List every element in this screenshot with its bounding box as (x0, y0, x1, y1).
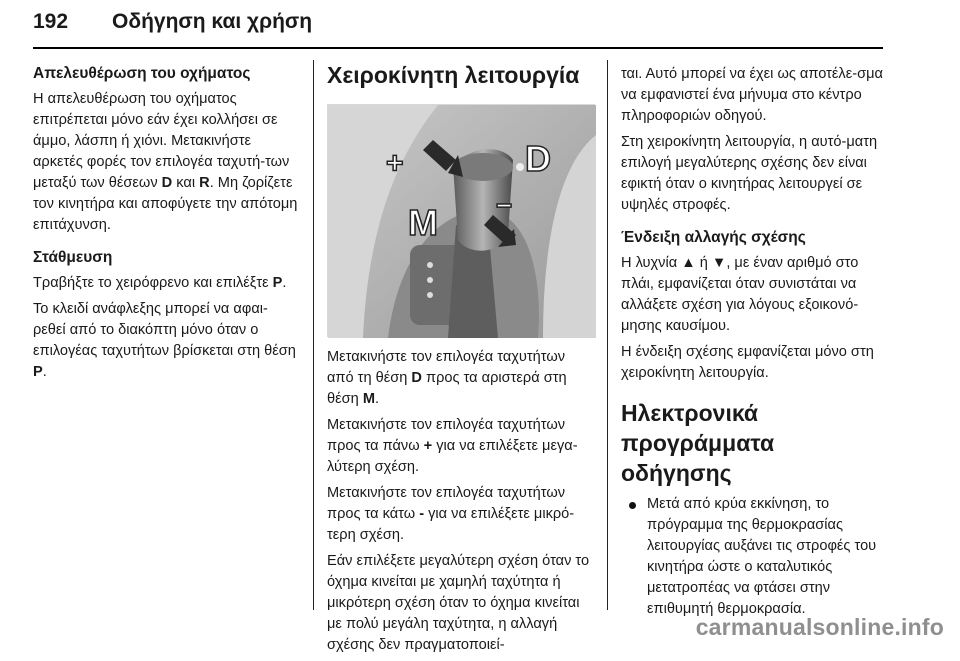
header-rule (33, 47, 883, 49)
paragraph-continuation: ται. Αυτό μπορεί να έχει ως αποτέλε-σμα να εμφανιστεί ένα μήνυμα στο κέντρο πληροφοριών οδηγού. (621, 66, 883, 124)
paragraph-upshift: Μετακινήστε τον επιλογέα ταχυτήτων προς τα πάνω + για να επιλέξετε μεγα-λύτερη σχέση. (327, 417, 578, 475)
heading-electronic-programs: Ηλεκτρονικά προγράμματα οδήγησης (621, 400, 775, 486)
paragraph-parking: Τραβήξτε το χειρόφρενο και επιλέξτε P. (33, 275, 287, 291)
column-divider-left (313, 60, 314, 610)
page-header (33, 10, 895, 44)
gear-selector-illustration (328, 105, 596, 338)
paragraph-vehicle-release: Η απελευθέρωση του οχήματος επιτρέπεται μόνο εάν έχει κολλήσει σε άμμο, λάσπη ή χιόνι. Μετακινήστε αρκετές φορές τον επιλογέα ταχυτή-των μεταξύ των θέσεων D και R. Μη ζορίζετε τον κινητήρα και αποφύγετε την απότομη επιτάχυνση. (33, 91, 298, 233)
paragraph-no-auto-upshift: Στη χειροκίνητη λειτουργία, η αυτό-ματη επιλογή μεγαλύτερης σχέσης δεν είναι εφικτή όταν ο κινητήρας λειτουργεί σε υψηλές στροφές. (621, 134, 878, 213)
paragraph-ignition-key: Το κλειδί ανάφλεξης μπορεί να αφαι-ρεθεί από το διακόπτη μόνο όταν ο επιλογέας ταχυτήτων βρίσκεται στη θέση P. (33, 301, 296, 380)
column-3 (621, 64, 891, 620)
running-title: Οδήγηση και χρήση (112, 10, 313, 33)
paragraph-downshift: Μετακινήστε τον επιλογέα ταχυτήτων προς τα κάτω - για να επιλέξετε μικρό-τερη σχέση. (327, 485, 575, 543)
paragraph-indicator-manual-only: Η ένδειξη σχέσης εμφανίζεται μόνο στη χειροκίνητη λειτουργία. (621, 344, 874, 381)
heading-vehicle-release: Απελευθέρωση του οχήματος (33, 65, 251, 82)
page-number: 192 (33, 10, 69, 33)
svg-text:+: + (386, 147, 404, 180)
svg-text:D: D (525, 138, 551, 179)
label-m (408, 202, 438, 243)
bullet-dot-icon (629, 502, 636, 509)
paragraph-shift-not-performed: Εάν επιλέξετε μεγαλύτερη σχέση όταν το όχημα κινείται με χαμηλή ταχύτητα ή μικρότερη σχέση όταν το όχημα κινείται με πολύ μεγάλη ταχύτητα, η αλλαγή σχέσης δεν πραγματοποιεί- (327, 553, 590, 653)
paragraph-indicator-lamp: Η λυχνία ▲ ή ▼, με έναν αριθμό στο πλάι, εμφανίζεται όταν συνιστάται να αλλάξετε σχέση για λόγους εξοικονό-μησης καυσίμου. (621, 255, 859, 334)
gear-selector-figure (327, 104, 595, 337)
heading-manual-mode: Χειροκίνητη λειτουργία (327, 62, 580, 88)
column-1 (33, 63, 300, 388)
heading-gear-indicator: Ένδειξη αλλαγής σχέσης (621, 229, 806, 246)
column-divider-right (607, 60, 608, 610)
svg-text:M: M (408, 202, 438, 243)
column-2 (327, 60, 595, 661)
label-plus (386, 147, 404, 180)
label-minus (496, 190, 512, 221)
svg-text:−: − (496, 190, 513, 221)
watermark: carmanualsonline.info (695, 614, 944, 640)
bullet-cold-start: Μετά από κρύα εκκίνηση, το πρόγραμμα της θερμοκρασίας λειτουργίας αυξάνει τις στροφές του κινητήρα ώστε ο καταλυτικός μετατροπέας να φτάσει στην επιθυμητή θερμοκρασία. (621, 494, 891, 620)
label-d (525, 138, 551, 179)
paragraph-move-to-m: Μετακινήστε τον επιλογέα ταχυτήτων από τη θέση D προς τα αριστερά στη θέση M. (327, 349, 567, 407)
heading-parking: Στάθμευση (33, 249, 113, 266)
